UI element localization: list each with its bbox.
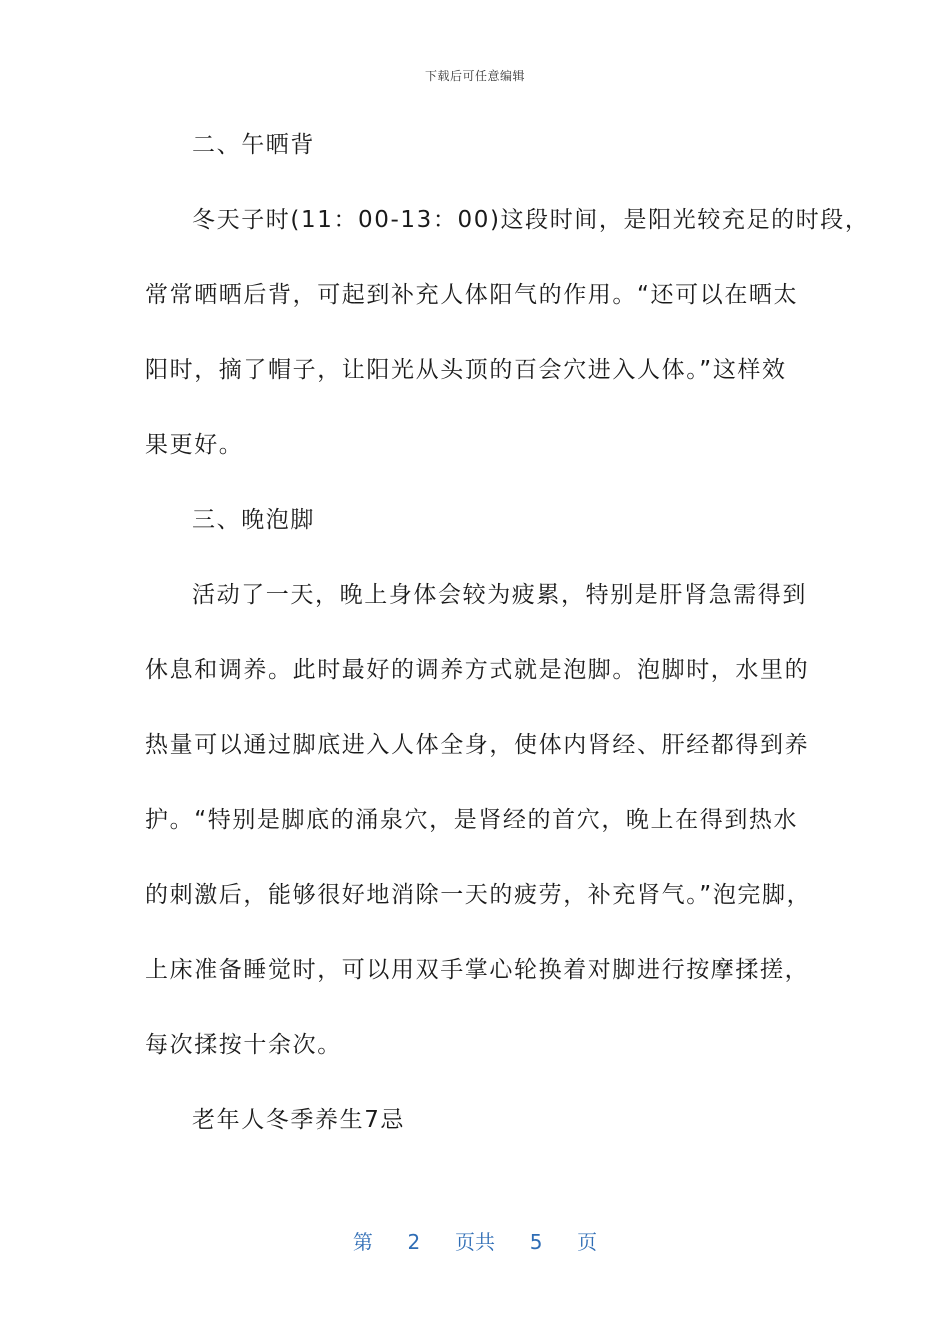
page-prefix: 第 bbox=[352, 1230, 373, 1254]
page-suffix: 页 bbox=[577, 1230, 598, 1254]
paragraph-line: 热量可以通过脚底进入人体全身，使体内肾经、肝经都得到养 bbox=[145, 732, 810, 758]
paragraph-line: 休息和调养。此时最好的调养方式就是泡脚。泡脚时，水里的 bbox=[145, 657, 810, 683]
paragraph-line: 护。“特别是脚底的涌泉穴，是肾经的首穴，晚上在得到热水 bbox=[145, 807, 799, 833]
section-heading-taboos: 老年人冬季养生7忌 bbox=[192, 1107, 406, 1133]
total-pages-number: 5 bbox=[529, 1230, 543, 1254]
section-heading-evening: 三、晚泡脚 bbox=[192, 507, 315, 533]
page-number-footer bbox=[0, 1226, 950, 1255]
document-body bbox=[145, 120, 870, 1170]
paragraph-line: 果更好。 bbox=[145, 432, 244, 458]
paragraph-line: 每次揉按十余次。 bbox=[145, 1032, 342, 1058]
paragraph-line: 常常晒晒后背，可起到补充人体阳气的作用。“还可以在晒太 bbox=[145, 282, 799, 308]
page-mid: 页共 bbox=[455, 1230, 495, 1254]
paragraph-line: 冬天子时(11：00-13：00)这段时间，是阳光较充足的时段， bbox=[192, 207, 870, 233]
paragraph-line: 阳时，摘了帽子，让阳光从头顶的百会穴进入人体。”这样效 bbox=[145, 357, 787, 383]
paragraph-line: 的刺激后，能够很好地消除一天的疲劳，补充肾气。”泡完脚， bbox=[145, 882, 812, 908]
section-heading-noon: 二、午晒背 bbox=[192, 132, 315, 158]
header-note: 下载后可任意编辑 bbox=[424, 69, 525, 83]
current-page-number: 2 bbox=[407, 1230, 421, 1254]
paragraph-line: 活动了一天，晚上身体会较为疲累，特别是肝肾急需得到 bbox=[192, 582, 807, 608]
paragraph-line: 上床准备睡觉时，可以用双手掌心轮换着对脚进行按摩揉搓， bbox=[145, 957, 810, 983]
